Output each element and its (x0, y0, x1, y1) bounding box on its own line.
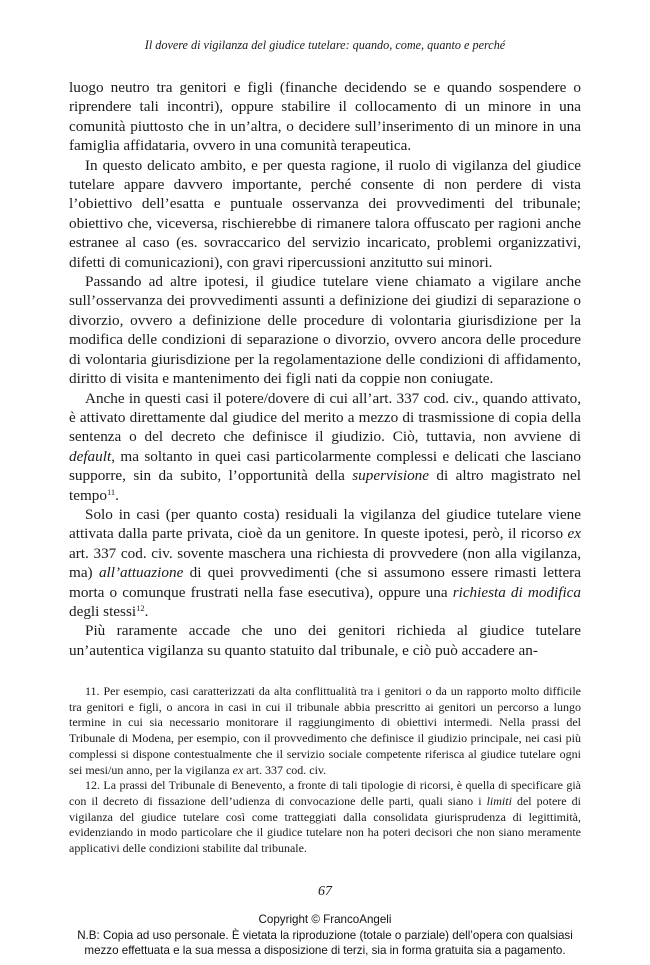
page-number: 67 (318, 884, 332, 899)
footnotes (69, 684, 581, 857)
paragraph-3: Passando ad altre ipotesi, il giudice tutelare viene chiamato a vigilare anche sull’osservanza dei provvedimenti assunti a definizione dei giudizi di separazione o divorzio, ovvero a definizione delle procedure di volontaria giurisdizione per la modifica delle condizioni di separazione o divorzio, ovvero ancora delle procedure di volontaria giurisdizione per la regolamentazione delle condizioni di affidamento, diritto di visita e mantenimento dei figli nati da coppie non coniugate. (69, 273, 581, 388)
text-run: 12. La prassi del Tribunale di Benevento, a fronte di tali tipologie di ricorsi, è quella di specificare già con il decreto di fissazione dell’udienza di convocazione delle parti, quali siano i (69, 778, 581, 808)
italic-run: ex (567, 525, 581, 543)
text-run: . (115, 486, 119, 504)
italic-run: limiti (486, 793, 512, 808)
italic-run: supervisione (352, 467, 430, 485)
copyright-line: mezzo effettuata e la sua messa a disposizione di terzi, sia in forma gratuita sia a pagamento. (84, 944, 566, 957)
text-run: di altro magistrato nel tempo (69, 467, 581, 504)
main-text (69, 78, 581, 660)
paragraph-4 (69, 389, 581, 505)
footnote-12 (69, 778, 581, 857)
text-run: art. 337 cod. civ. sovente maschera una richiesta di provvedere (non alla vigilanza, ma) (69, 544, 581, 582)
paragraph-2: In questo delicato ambito, e per questa ragione, il ruolo di vigilanza del giudice tutelare appare davvero importante, perché consente di non perdere di vista l’obiettivo dell’esatta e puntuale osservanza dei provvedimenti del tribunale; obiettivo che, viceversa, rischierebbe di rimanere talora offuscato per ragioni anche estranee al caso (es. sovraccarico del servizio incaricato, problemi organizzativi, difetti di comunicazioni), con gravi ripercussioni anzitutto sui minori. (69, 156, 581, 271)
footnote-ref-11[interactable]: 11 (106, 486, 116, 497)
text-run: del potere di vigilanza del giudice tutelare così come tratteggiati dalla consolidata giurisprudenza di legittimità, evidenziando in modo particolare che il giudice tutelare non ha poteri decisori che non siano meramente applicativi delle condizioni stabilite dal tribunale. (69, 793, 581, 856)
copyright-line: N.B: Copia ad uso personale. È vietata la riproduzione (totale o parziale) dell’opera con qualsiasi (77, 928, 573, 942)
italic-run: richiesta di modifica (452, 583, 581, 601)
paragraph-6: Più raramente accade che uno dei genitori richieda al giudice tutelare un’autentica vigilanza su quanto statuito dal tribunale, e ciò può accadere an- (69, 622, 581, 659)
text-run: 11. Per esempio, casi caratterizzati da alta conflittualità tra i genitori o da un rapporto molto difficile tra genitori e figli, o ancora in casi in cui il tribunale abbia prescritto ai genitori un percorso a lungo termine in cui sia necessario monitorare il raggiungimento di obiettivi intermedi. Nella prassi del Tribunale di Modena, per esempio, con il provvedimento che definisce il giudizio principale, nei casi più complessi si dispone contestualmente che il servizio sociale competente riferisca al giudice tutelare ogni sei mesi/un anno, per la vigilanza (69, 684, 581, 777)
footnote-11 (69, 684, 581, 778)
italic-run: default (69, 447, 112, 465)
paragraph-1: luogo neutro tra genitori e figli (finanche decidendo se e quando sospendere o riprendere tali incontri), oppure stabilire il collocamento di un minore in una comunità piuttosto che in un’altra, o decidere sull’inserimento di un minore in una famiglia affidataria, ovvero in una comunità terapeutica. (69, 79, 581, 155)
italic-run: ex (232, 762, 244, 777)
text-run: Solo in casi (per quanto costa) residuali la vigilanza del giudice tutelare viene attivata dalla parte privata, cioè da un genitore. In queste ipotesi, però, il ricorso (69, 505, 581, 543)
paragraph-5 (69, 505, 581, 621)
italic-run: all’attuazione (98, 564, 184, 582)
text-run: , ma soltanto in quei casi particolarmente complessi e delicati che lasciano supporre, sin da subito, l’opportunità della (69, 447, 581, 485)
footnote-ref-12[interactable]: 12 (136, 602, 145, 613)
text-run: di quei provvedimenti (che si assumono essere rimasti lettera morta o comunque frustrati nella fase esecutiva), oppure una (69, 564, 581, 601)
text-run: . (144, 602, 149, 620)
text-run: degli stessi (69, 602, 137, 620)
copyright-notice (0, 912, 650, 959)
text-run: Anche in questi casi il potere/dovere di cui all’art. 337 cod. civ., quando attivato, è attivato direttamente dal giudice del merito a mezzo di trasmissione di copia della sentenza o del decreto che definisce il giudizio. Ciò, tuttavia, non avviene di (69, 389, 581, 446)
running-head: Il dovere di vigilanza del giudice tutelare: quando, come, quanto e perché (144, 38, 506, 52)
copyright-line: Copyright © FrancoAngeli (258, 913, 392, 926)
text-run: art. 337 cod. civ. (243, 762, 327, 777)
